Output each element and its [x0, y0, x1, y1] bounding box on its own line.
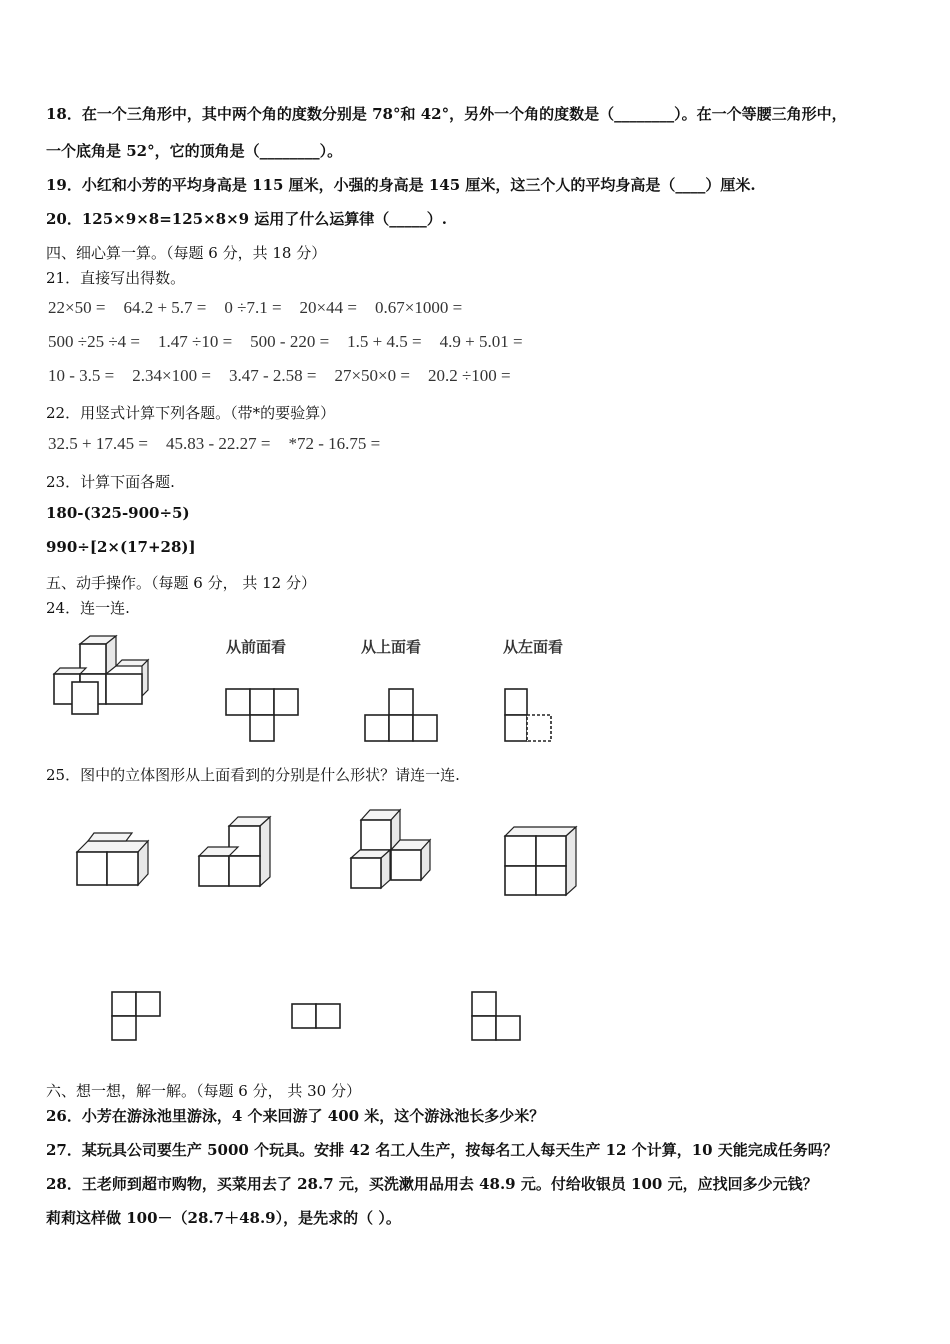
q21-title: 21．直接写出得数。 — [46, 269, 186, 287]
q24-solid-figure — [50, 636, 150, 718]
q21-item: 10 - 3.5 = — [48, 366, 115, 385]
q19-text: 19．小红和小芳的平均身高是 115 厘米，小强的身高是 145 厘米，这三个人的平均身高是（____）厘米. — [46, 176, 756, 194]
section4-heading: 四、细心算一算。（每题 6 分，共 18 分） — [46, 244, 327, 262]
section6-heading: 六、想一想，解一解。（每题 6 分， 共 30 分） — [46, 1082, 361, 1100]
q22-item: 32.5 + 17.45 = — [48, 434, 148, 453]
q21-item: 0.67×1000 = — [374, 298, 463, 317]
q28-line2: 莉莉这样做 100－（28.7＋48.9），是先求的（ ）。 — [46, 1209, 401, 1227]
q21-item: 1.47 ÷10 = — [158, 332, 233, 351]
q24-view-left-shape — [504, 688, 558, 742]
q18-line2: 一个底角是 52°，它的顶角是（________）。 — [46, 142, 343, 160]
q22-items — [48, 434, 398, 454]
q21-item: 0 ÷7.1 = — [224, 298, 282, 317]
q23-expr2: 990÷[2×(17+28)] — [46, 538, 196, 556]
q21-item: 1.5 + 4.5 = — [347, 332, 422, 351]
q24-view-front-label: 从前面看 — [226, 638, 287, 656]
q24-view-top-shape — [364, 688, 444, 742]
q21-item: 3.47 - 2.58 = — [228, 366, 317, 385]
section5-heading: 五、动手操作。（每题 6 分， 共 12 分） — [46, 574, 316, 592]
q21-item: 27×50×0 = — [334, 366, 410, 385]
q21-item: 500 - 220 = — [250, 332, 330, 351]
q18-line1: 18．在一个三角形中，其中两个角的度数分别是 78°和 42°，另外一个角的度数是（________）。在一个等腰三角形中， — [46, 105, 847, 123]
q25-solid-figure-4 — [504, 826, 580, 898]
q21-row-2 — [48, 332, 541, 352]
q23-expr1: 180-(325-900÷5) — [46, 504, 190, 522]
q25-title: 25．图中的立体图形从上面看到的分别是什么形状？请连一连. — [46, 766, 460, 784]
q22-item: *72 - 16.75 = — [288, 434, 381, 453]
q23-title: 23．计算下面各题. — [46, 473, 175, 491]
q21-row-3 — [48, 366, 529, 386]
q21-item: 20.2 ÷100 = — [427, 366, 511, 385]
q25-top-view-shape-2 — [291, 1003, 343, 1031]
q22-title: 22．用竖式计算下列各题。（带*的要验算） — [46, 404, 336, 422]
q21-item: 64.2 + 5.7 = — [123, 298, 207, 317]
q24-view-top-label: 从上面看 — [361, 638, 422, 656]
q21-item: 22×50 = — [48, 298, 106, 317]
q27-text: 27．某玩具公司要生产 5000 个玩具。安排 42 名工人生产，按每名工人每天生产 12 个计算，10 天能完成任务吗？ — [46, 1141, 838, 1159]
q22-item: 45.83 - 22.27 = — [165, 434, 271, 453]
q21-item: 20×44 = — [299, 298, 357, 317]
q25-top-view-shape-3 — [471, 991, 523, 1043]
q25-top-view-shape-1 — [111, 991, 163, 1043]
q21-row-1 — [48, 298, 480, 318]
q26-text: 26．小芳在游泳池里游泳，4 个来回游了 400 米，这个游泳池长多少米？ — [46, 1107, 545, 1125]
q25-solid-figure-3 — [350, 808, 436, 892]
q20-text: 20．125×9×8=125×8×9 运用了什么运算律（_____）. — [46, 210, 448, 228]
q28-line1: 28．王老师到超市购物，买菜用去了 28.7 元，买洗漱用品用去 48.9 元。付给收银员 100 元，应找回多少元钱？ — [46, 1175, 818, 1193]
q24-view-left-label: 从左面看 — [503, 638, 564, 656]
q21-item: 4.9 + 5.01 = — [439, 332, 523, 351]
q24-title: 24．连一连. — [46, 599, 130, 617]
q24-view-front-shape — [225, 688, 305, 742]
q25-solid-figure-2 — [198, 816, 274, 890]
q21-item: 500 ÷25 ÷4 = — [48, 332, 140, 351]
q25-solid-figure-1 — [76, 830, 152, 888]
q21-item: 2.34×100 = — [132, 366, 211, 385]
